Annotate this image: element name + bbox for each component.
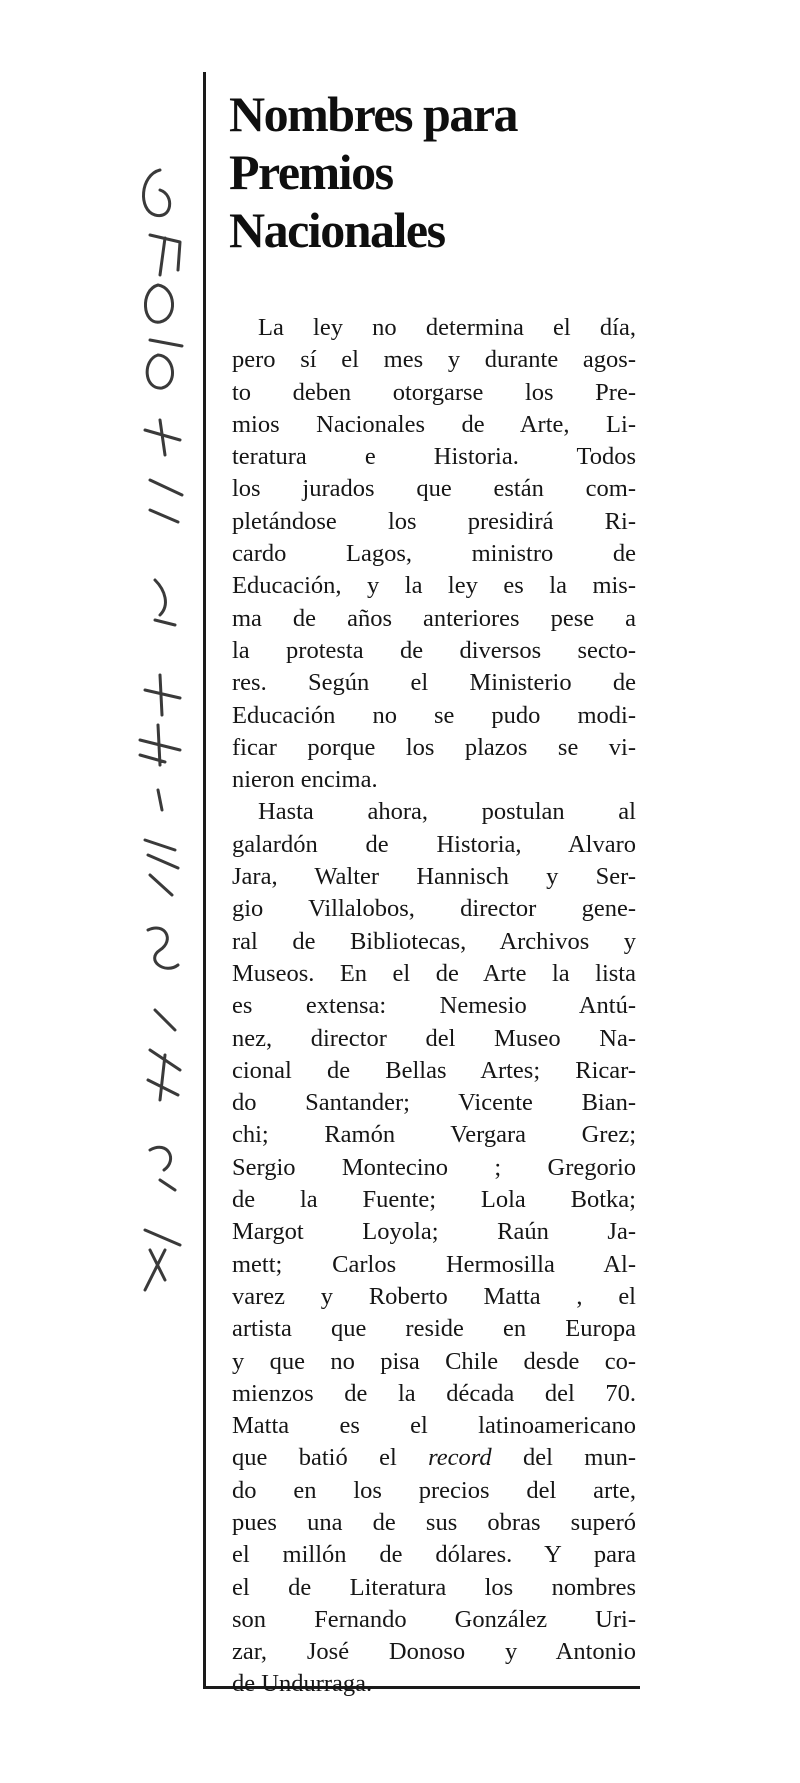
article-body xyxy=(232,312,636,1701)
text-line: ma de años anteriores pese a xyxy=(232,604,636,632)
text-line: pues una de sus obras superó xyxy=(232,1508,636,1536)
italic-word: record xyxy=(428,1444,492,1472)
text-line: es extensa: Nemesio Antú- xyxy=(232,992,636,1020)
text-line-with-italic: que batió el record del mun- xyxy=(232,1444,636,1472)
paragraph xyxy=(232,312,636,796)
paragraph xyxy=(232,796,636,1700)
text-line: galardón de Historia, Alvaro xyxy=(232,830,636,858)
text-line: mios Nacionales de Arte, Li- xyxy=(232,410,636,438)
text-line: de la Fuente; Lola Botka; xyxy=(232,1186,636,1214)
text-line: cional de Bellas Artes; Ricar- xyxy=(232,1056,636,1084)
text-line: Museos. En el de Arte la lista xyxy=(232,959,636,987)
text-line: Educación, y la ley es la mis- xyxy=(232,572,636,600)
text-line: Jara, Walter Hannisch y Ser- xyxy=(232,863,636,891)
text-line: el millón de dólares. Y para xyxy=(232,1541,636,1569)
text-line: mett; Carlos Hermosilla Al- xyxy=(232,1250,636,1278)
text-line: do en los precios del arte, xyxy=(232,1476,636,1504)
text-line: La ley no determina el día, xyxy=(258,314,636,341)
text-line: zar, José Donoso y Antonio xyxy=(232,1638,636,1666)
text-line: Educación no se pudo modi- xyxy=(232,701,636,729)
text-line: cardo Lagos, ministro de xyxy=(232,540,636,568)
text-line: de Undurraga. xyxy=(232,1670,373,1698)
handwritten-annotation xyxy=(120,150,200,1360)
text-line: res. Según el Ministerio de xyxy=(232,669,636,697)
text-line: ficar porque los plazos se vi- xyxy=(232,733,636,761)
text-line: pletándose los presidirá Ri- xyxy=(232,507,636,535)
text-line: Sergio Montecino ; Gregorio xyxy=(232,1153,636,1181)
text-line: mienzos de la década del 70. xyxy=(232,1379,636,1407)
headline xyxy=(229,85,649,259)
text-line: nieron encima. xyxy=(232,766,378,794)
text-line: varez y Roberto Matta , el xyxy=(232,1282,636,1310)
text-line: gio Villalobos, director gene- xyxy=(232,895,636,923)
text-line: nez, director del Museo Na- xyxy=(232,1024,636,1052)
text-line: do Santander; Vicente Bian- xyxy=(232,1089,636,1117)
text-line: los jurados que están com- xyxy=(232,475,636,503)
text-line: son Fernando González Uri- xyxy=(232,1605,636,1633)
headline-line: Nombres para xyxy=(229,86,518,142)
text-line: Hasta ahora, postulan al xyxy=(258,798,636,826)
text-line: el de Literatura los nombres xyxy=(232,1573,636,1601)
left-border-rule xyxy=(203,72,206,1689)
text-line: artista que reside en Europa xyxy=(232,1315,636,1343)
text-line: Matta es el latinoamericano xyxy=(232,1412,636,1440)
text-line: to deben otorgarse los Pre- xyxy=(232,378,636,406)
text-line: chi; Ramón Vergara Grez; xyxy=(232,1121,636,1149)
text-line: pero sí el mes y durante agos- xyxy=(232,346,636,374)
text-line: Margot Loyola; Raún Ja- xyxy=(232,1218,636,1246)
text-line: y que no pisa Chile desde co- xyxy=(232,1347,636,1375)
text-line: teratura e Historia. Todos xyxy=(232,443,636,471)
text-line: ral de Bibliotecas, Archivos y xyxy=(232,927,636,955)
headline-line: Premios xyxy=(229,144,393,200)
headline-line: Nacionales xyxy=(229,202,445,258)
text-line: la protesta de diversos secto- xyxy=(232,636,636,664)
